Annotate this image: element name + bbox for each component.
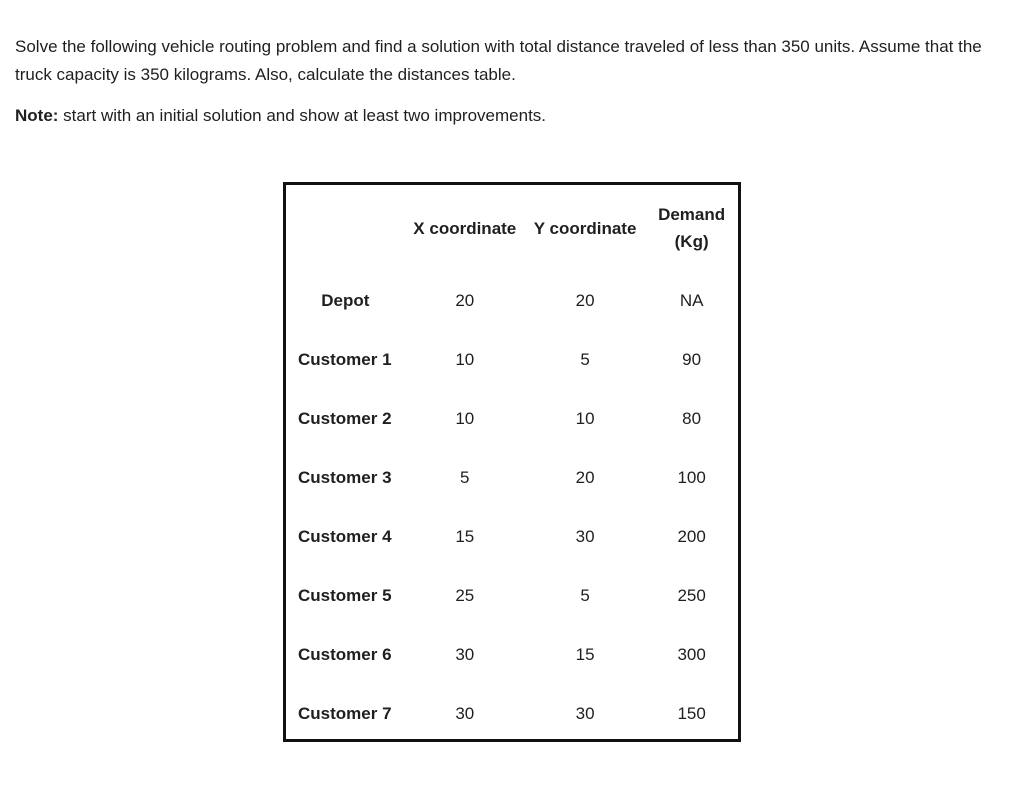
data-table-frame [283,182,741,742]
cell-x: 5 [460,467,470,487]
cell-x: 10 [455,349,475,369]
cell-y: 5 [580,349,590,369]
row-name: Depot [321,290,370,310]
row-name: Customer 4 [298,526,392,546]
header-demand-line1: Demand [658,205,726,224]
table-row [286,271,738,330]
cell-y: 10 [575,408,595,428]
table-row [286,566,738,625]
cell-demand: 100 [677,467,706,487]
cell-y: 30 [575,526,595,546]
cell-demand: 90 [682,349,702,369]
data-table [286,185,738,765]
cell-x: 15 [455,526,475,546]
note-label: Note: [15,106,59,125]
cell-x: 30 [455,644,475,664]
header-blank [286,185,405,271]
table-row [286,448,738,507]
cell-y: 30 [575,703,595,723]
cell-y: 15 [575,644,595,664]
cell-x: 30 [455,703,475,723]
row-name: Customer 6 [298,644,392,664]
cell-demand: 300 [677,644,706,664]
table-row [286,625,738,684]
table-header-row [286,185,738,271]
note-text: start with an initial solution and show at least two improvements. [58,106,547,125]
row-name: Customer 7 [298,703,392,723]
header-y-coordinate: Y coordinate [533,218,637,238]
cell-demand: NA [679,290,704,310]
header-demand-line2: (Kg) [674,232,709,251]
cell-x: 20 [455,290,475,310]
row-name: Customer 3 [298,467,392,487]
cell-y: 5 [580,585,590,605]
table-row [286,330,738,389]
cell-x: 10 [455,408,475,428]
problem-statement [15,33,1010,130]
table-row [286,684,738,743]
cell-demand: 150 [677,703,706,723]
header-demand [645,185,738,271]
table-row [286,507,738,566]
row-name: Customer 2 [298,408,392,428]
cell-demand: 80 [682,408,702,428]
row-name: Customer 5 [298,585,392,605]
cell-demand: 200 [677,526,706,546]
table-bottom-spacer [286,743,738,765]
problem-note [15,102,1010,130]
cell-y: 20 [575,467,595,487]
problem-paragraph: Solve the following vehicle routing problem and find a solution with total distance traveled of less than 350 units. Assume that the truck capacity is 350 kilograms. Also, calculate the distances table. [15,37,982,84]
cell-y: 20 [575,290,595,310]
cell-demand: 250 [677,585,706,605]
table-row [286,389,738,448]
cell-x: 25 [455,585,475,605]
row-name: Customer 1 [298,349,392,369]
header-x-coordinate: X coordinate [413,218,517,238]
